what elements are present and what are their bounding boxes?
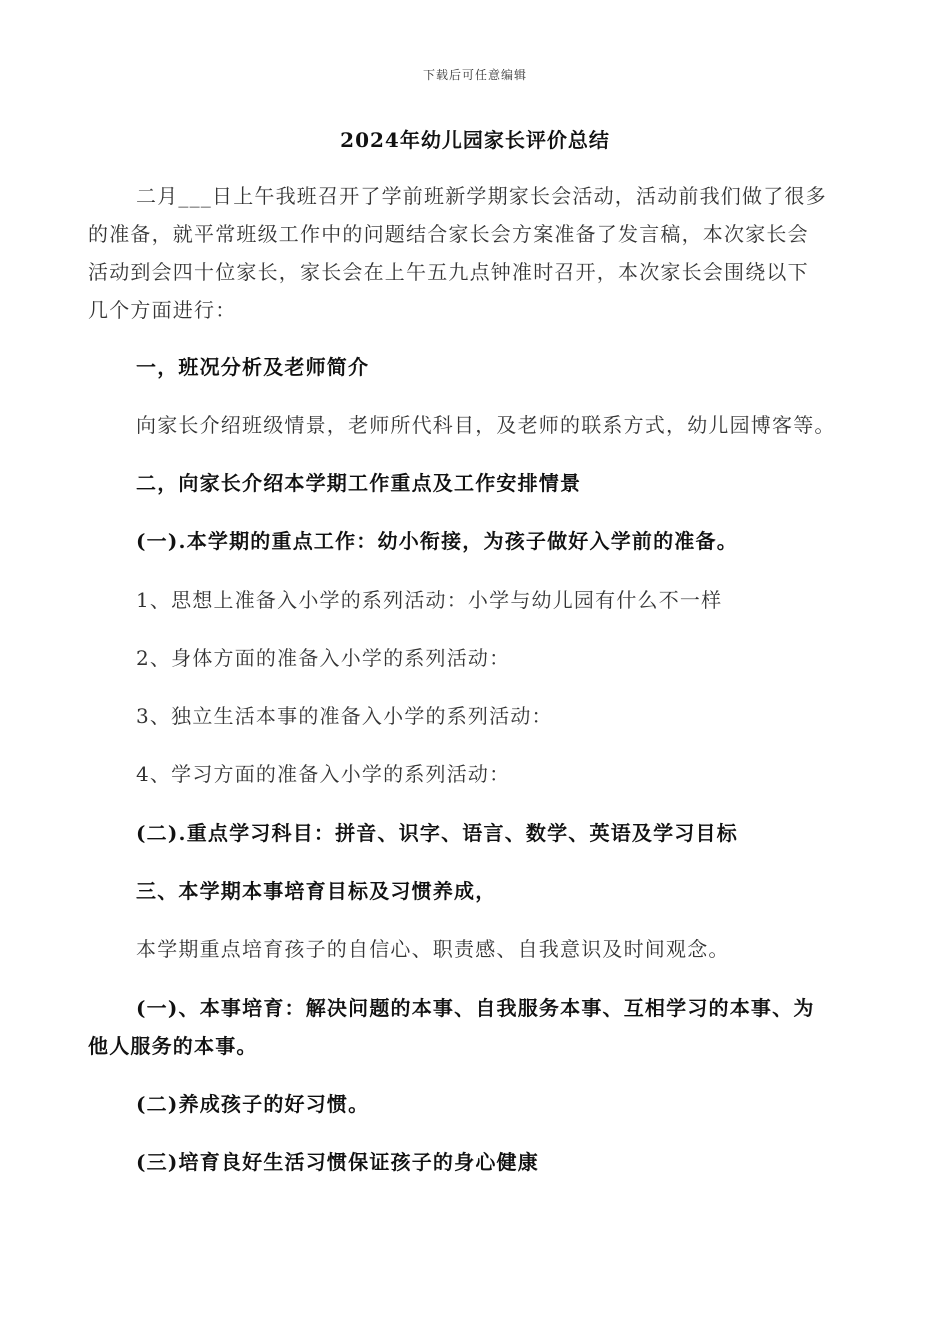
section1-heading: 一，班况分析及老师简介 bbox=[136, 355, 370, 379]
section3-heading: 三、本学期本事培育目标及习惯养成， bbox=[136, 879, 497, 903]
section3-sub2: (二)养成孩子的好习惯。 bbox=[136, 1092, 370, 1116]
section2-item-3: 3、独立生活本事的准备入小学的系列活动： bbox=[136, 704, 553, 728]
section3-body: 本学期重点培育孩子的自信心、职责感、自我意识及时间观念。 bbox=[136, 937, 730, 961]
section3-sub1-line-2: 他人服务的本事。 bbox=[88, 1034, 258, 1058]
intro-line-4: 几个方面进行： bbox=[88, 298, 237, 322]
section2-item-4: 4、学习方面的准备入小学的系列活动： bbox=[136, 762, 511, 786]
intro-line-2: 的准备，就平常班级工作中的问题结合家长会方案准备了发言稿，本次家长会 bbox=[88, 222, 809, 246]
section2-item-1: 1、思想上准备入小学的系列活动：小学与幼儿园有什么不一样 bbox=[136, 588, 723, 612]
section2-sub1: (一).本学期的重点工作：幼小衔接，为孩子做好入学前的准备。 bbox=[136, 529, 738, 553]
intro-line-3: 活动到会四十位家长，家长会在上午五九点钟准时召开，本次家长会围绕以下 bbox=[88, 260, 809, 284]
document-title: 2024年幼儿园家长评价总结 bbox=[340, 128, 610, 152]
intro-line-1: 二月___日上午我班召开了学前班新学期家长会活动，活动前我们做了很多 bbox=[136, 184, 827, 208]
section2-heading: 二，向家长介绍本学期工作重点及工作安排情景 bbox=[136, 471, 582, 495]
section3-sub3: (三)培育良好生活习惯保证孩子的身心健康 bbox=[136, 1150, 539, 1174]
section2-item-2: 2、身体方面的准备入小学的系列活动： bbox=[136, 646, 511, 670]
section2-sub2: (二).重点学习科目：拼音、识字、语言、数学、英语及学习目标 bbox=[136, 821, 738, 845]
section1-body: 向家长介绍班级情景，老师所代科目，及老师的联系方式，幼儿园博客等。 bbox=[136, 413, 836, 437]
header-note: 下载后可任意编辑 bbox=[422, 68, 527, 82]
section3-sub1-line-1: (一)、本事培育：解决问题的本事、自我服务本事、互相学习的本事、为 bbox=[136, 996, 815, 1020]
